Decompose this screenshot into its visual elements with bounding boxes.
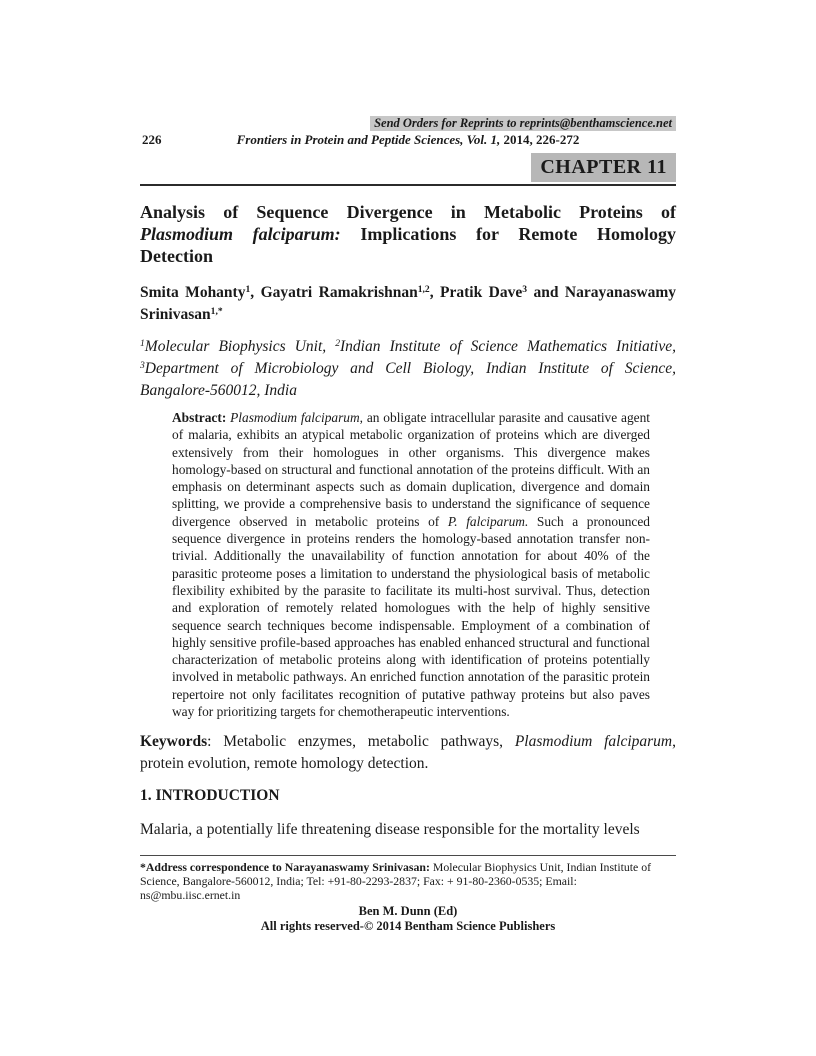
article-title-species: Plasmodium falciparum: bbox=[140, 224, 341, 244]
correspondence-details: Molecular Biophysics Unit, Indian Institute of Science, Bangalore-560012, India; Tel: +91-80-2293-2837; Fax: + 91-80-2360-0535; Email: ns@mbu.iisc.ernet.in bbox=[140, 860, 652, 902]
abstract-body-2: Such a pronounced sequence divergence in proteins renders the homology-based annotation transfer non-trivial. Additionally the unavailability of function annotation for about 40% of the parasitic proteome poses a limitation to understand the physiological basis of metabolic flexibility exhibited by the parasite to facilitate its multi-host survival. Thus, detection and exploration of remotely related homologues with the help of highly sensitive sequence search techniques become indispensable. Employment of a combination of highly sensitive profile-based approaches has enabled enhanced structural and functional characterization of metabolic proteins along with identification of proteins potentially involved in metabolic pathways. An enriched function annotation of the parasitic protein repertoire not only facilitates recognition of putative pathway proteins but also paves way for prioritizing targets for chemotherapeutic interventions. bbox=[172, 513, 650, 720]
article-title-part1: Analysis of Sequence Divergence in Metabolic Proteins of bbox=[140, 202, 676, 222]
affiliation-marker: 2 bbox=[335, 337, 341, 349]
author-affiliation-marker: 1,* bbox=[210, 305, 223, 317]
introduction-first-line: Malaria, a potentially life threatening disease responsible for the mortality levels bbox=[140, 821, 640, 838]
affiliation-marker: 3 bbox=[140, 359, 145, 371]
publisher-footer bbox=[140, 904, 676, 933]
keywords-species: Plasmodium falciparum bbox=[514, 733, 673, 750]
editor-line: Ben M. Dunn (Ed) bbox=[358, 904, 458, 918]
affiliation-text: Molecular Biophysics Unit, bbox=[144, 338, 336, 355]
section-heading-introduction: 1. INTRODUCTION bbox=[140, 787, 280, 804]
affiliation-text: Department of Microbiology and Cell Biology, Indian Institute of Science, Bangalore-560012, India bbox=[140, 360, 676, 399]
author-affiliation-marker: 3 bbox=[522, 283, 528, 295]
reprint-notice-row bbox=[140, 115, 676, 131]
author-name: Smita Mohanty bbox=[140, 284, 246, 301]
journal-citation-title: Frontiers in Protein and Peptide Sciences, Vol. 1, bbox=[236, 132, 501, 147]
correspondence-footnote bbox=[140, 861, 676, 902]
abstract-body-1: , an obligate intracellular parasite and causative agent of malaria, exhibits an atypical metabolic organization of proteins which are diverged extensively from their homologues in other organisms. This divergence makes homology-based on structural and functional annotation of the proteins difficult. With an emphasis on determinant aspects such as domain duplication, divergence and domain splitting, we provide a comprehensive basis to understand the significance of sequence divergence observed in metabolic proteins of bbox=[172, 410, 650, 529]
article-title bbox=[140, 201, 676, 267]
running-head bbox=[140, 132, 676, 150]
author-affiliation-marker: 1,2 bbox=[417, 283, 430, 295]
author-name: , Pratik Dave bbox=[429, 284, 523, 301]
chapter-badge: CHAPTER 11 bbox=[531, 153, 676, 182]
keywords-part1: : Metabolic enzymes, metabolic pathways, bbox=[207, 733, 515, 750]
footnote-rule bbox=[140, 855, 676, 856]
abstract-species-1: Plasmodium falciparum bbox=[226, 410, 360, 425]
rights-line: All rights reserved-© 2014 Bentham Science Publishers bbox=[260, 918, 556, 933]
affiliation-line bbox=[140, 336, 676, 402]
author-affiliation-marker: 1 bbox=[245, 283, 251, 295]
abstract-species-2: P. falciparum. bbox=[447, 513, 529, 529]
author-name: and Narayanaswamy Srinivasan bbox=[140, 284, 676, 323]
article-title-part2: Implications for Remote Homology Detection bbox=[140, 224, 676, 266]
header-rule bbox=[140, 184, 676, 186]
keywords-label: Keywords bbox=[140, 733, 208, 750]
abstract-paragraph bbox=[140, 409, 676, 720]
reprint-notice: Send Orders for Reprints to reprints@benthamscience.net bbox=[370, 116, 676, 131]
author-line bbox=[140, 282, 676, 326]
abstract-label: Abstract: bbox=[172, 410, 227, 425]
journal-citation-year-pages: 2014, 226-272 bbox=[500, 132, 580, 147]
affiliation-marker: 1 bbox=[140, 337, 145, 349]
keywords-part2: , protein evolution, remote homology detection. bbox=[140, 733, 677, 772]
keywords-paragraph bbox=[140, 731, 676, 775]
author-name: , Gayatri Ramakrishnan bbox=[250, 284, 418, 301]
journal-citation bbox=[140, 132, 676, 148]
correspondence-label: *Address correspondence to Narayanaswamy Srinivasan: bbox=[140, 860, 430, 874]
chapter-row bbox=[140, 153, 676, 182]
page-number: 226 bbox=[142, 132, 162, 147]
affiliation-text: Indian Institute of Science Mathematics Initiative, bbox=[340, 338, 676, 355]
